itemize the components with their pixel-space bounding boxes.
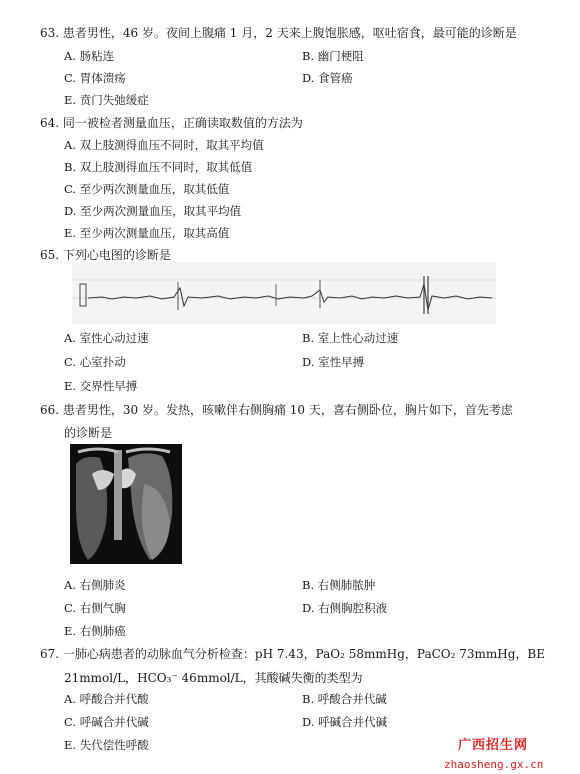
- q66-option-d[interactable]: D. 右侧胸腔积液: [302, 601, 388, 615]
- q66-stem-line1: 66. 患者男性，30 岁。发热，咳嗽伴右侧胸痛 10 天，喜右侧卧位，胸片如下，首先考虑: [40, 403, 513, 417]
- q66-option-a[interactable]: A. 右侧肺炎: [64, 578, 126, 592]
- q67-option-c[interactable]: C. 呼碱合并代碱: [64, 715, 149, 729]
- q65-option-b[interactable]: B. 室上性心动过速: [302, 331, 399, 345]
- q64-option-d[interactable]: D. 至少两次测量血压，取其平均值: [64, 204, 242, 218]
- q63-stem: 63. 患者男性，46 岁。夜间上腹痛 1 月，2 天来上腹饱胀感，呕吐宿食，最可能的诊断是: [40, 26, 517, 40]
- q66-option-c[interactable]: C. 右侧气胸: [64, 601, 126, 615]
- q66-option-e[interactable]: E. 右侧肺癌: [64, 624, 126, 638]
- q64-option-c[interactable]: C. 至少两次测量血压，取其低值: [64, 182, 230, 196]
- q65-option-a[interactable]: A. 室性心动过速: [64, 331, 149, 345]
- q66-option-b[interactable]: B. 右侧肺脓肿: [302, 578, 376, 592]
- q64-option-a[interactable]: A. 双上肢测得血压不同时，取其平均值: [64, 138, 264, 152]
- site-logo-text: 广西招生网: [458, 738, 529, 753]
- q64-option-b[interactable]: B. 双上肢测得血压不同时，取其低值: [64, 160, 253, 174]
- q66-stem-line2: 的诊断是: [64, 426, 113, 440]
- q65-stem: 65. 下列心电图的诊断是: [40, 248, 171, 262]
- ecg-strip-image: [72, 262, 496, 324]
- q67-option-a[interactable]: A. 呼酸合并代酸: [64, 692, 149, 706]
- q63-option-d[interactable]: D. 食管癌: [302, 71, 353, 85]
- q67-option-e[interactable]: E. 失代偿性呼酸: [64, 738, 149, 752]
- q63-option-a[interactable]: A. 肠粘连: [64, 49, 115, 63]
- q67-option-d[interactable]: D. 呼碱合并代碱: [302, 715, 388, 729]
- q67-stem-line1: 67. 一肺心病患者的动脉血气分析检查：pH 7.43，PaO₂ 58mmHg，PaCO₂ 73mmHg，BE: [40, 647, 545, 661]
- q64-option-e[interactable]: E. 至少两次测量血压，取其高值: [64, 226, 230, 240]
- site-url-text: zhaosheng.gx.cn: [444, 758, 544, 771]
- chest-xray-image: [70, 444, 182, 564]
- q67-stem-line2: 21mmol/L，HCO₃⁻ 46mmol/L，其酸碱失衡的类型为: [64, 671, 363, 685]
- q63-option-b[interactable]: B. 幽门梗阻: [302, 49, 364, 63]
- q63-option-c[interactable]: C. 胃体溃疡: [64, 71, 126, 85]
- q64-stem: 64. 同一被检者测量血压，正确读取数值的方法为: [40, 116, 303, 130]
- q67-option-b[interactable]: B. 呼酸合并代碱: [302, 692, 387, 706]
- q63-option-e[interactable]: E. 贲门失弛缓症: [64, 93, 149, 107]
- q65-option-e[interactable]: E. 交界性早搏: [64, 379, 138, 393]
- q65-option-c[interactable]: C. 心室扑动: [64, 355, 126, 369]
- q65-option-d[interactable]: D. 室性早搏: [302, 355, 365, 369]
